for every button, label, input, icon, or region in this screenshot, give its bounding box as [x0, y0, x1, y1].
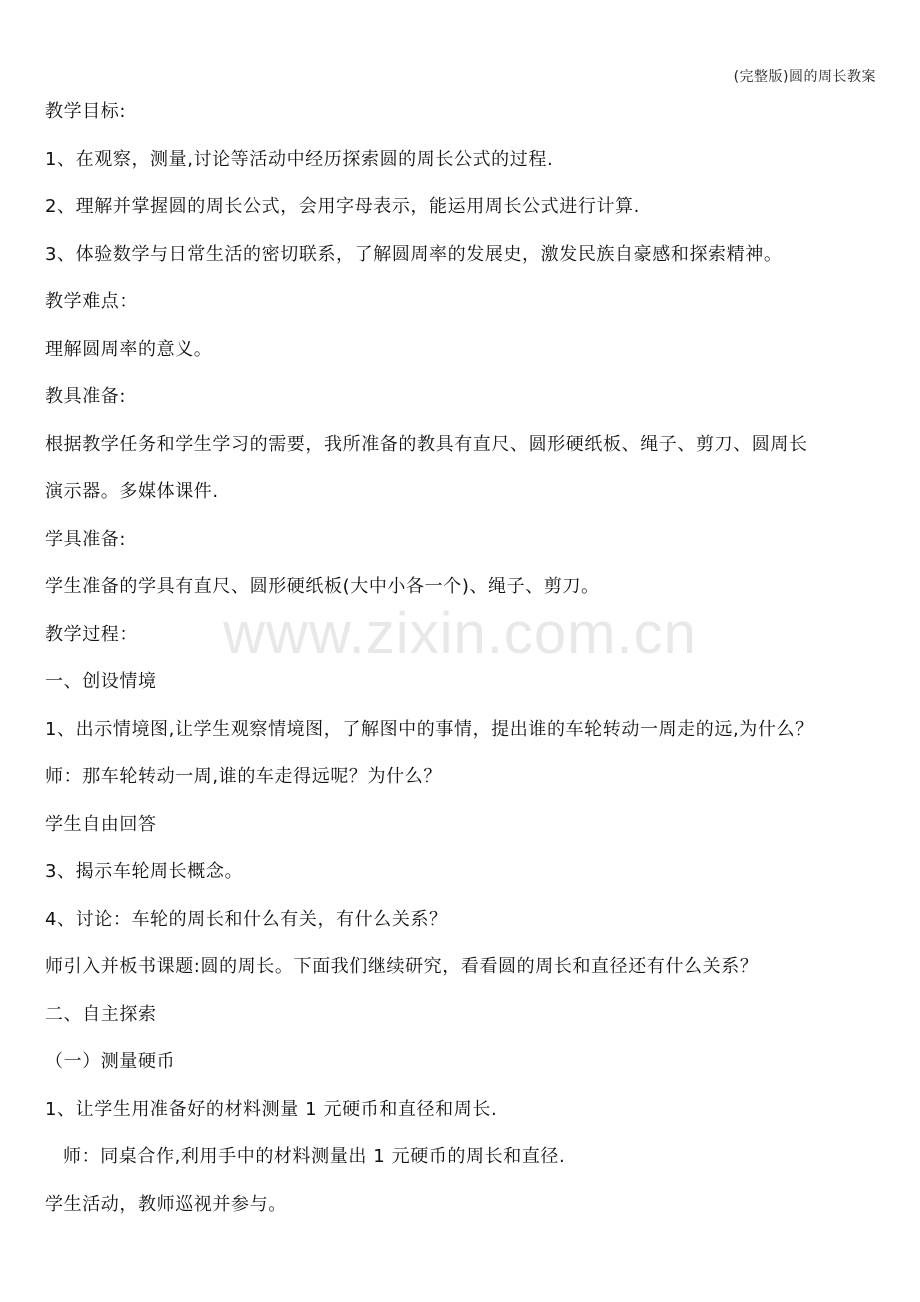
- student-tools-text: 学生准备的学具有直尺、圆形硬纸板(大中小各一个)、绳子、剪刀。: [45, 576, 600, 597]
- document-body: [45, 96, 880, 1236]
- heading-teaching-process: 教学过程：: [45, 623, 138, 645]
- student-free-answer: 学生自由回答: [45, 813, 157, 835]
- page-header: (完整版)圆的周长教案: [733, 69, 876, 85]
- student-activity: 学生活动，教师巡视并参与。: [45, 1193, 287, 1215]
- heading-teaching-goals: 教学目标:: [45, 101, 127, 122]
- subsection-measure-coin: （一）测量硬币: [45, 1051, 176, 1072]
- teacher-introduce-topic: 师引入并板书课题:圆的周长。下面我们继续研究，看看圆的周长和直径还有什么关系？: [45, 956, 759, 977]
- measure-item-1: 1、让学生用准备好的材料测量 1 元硬币和直径和周长.: [45, 1098, 498, 1120]
- goal-item-2: 2、理解并掌握圆的周长公式，会用字母表示，能运用周长公式进行计算.: [45, 196, 640, 217]
- teaching-tools-text-line-2: 演示器。多媒体课件.: [45, 481, 219, 502]
- section-heading-self-explore: 二、自主探索: [45, 1003, 157, 1025]
- teacher-question: 师：那车轮转动一周,谁的车走得远呢？为什么？: [45, 766, 442, 787]
- goal-item-3: 3、体验数学与日常生活的密切联系，了解圆周率的发展史，激发民族自豪感和探索精神。: [45, 243, 783, 265]
- heading-teaching-tools: 教具准备:: [45, 386, 127, 407]
- section-heading-create-scenario: 一、创设情境: [45, 671, 157, 692]
- difficulty-text: 理解圆周率的意义。: [45, 338, 213, 360]
- teaching-tools-text-line-1: 根据教学任务和学生学习的需要，我所准备的教具有直尺、圆形硬纸板、绳子、剪刀、圆周长: [45, 433, 808, 455]
- process-item-1: 1、出示情境图,让学生观察情境图，了解图中的事情，提出谁的车轮转动一周走的远,为什么？: [45, 718, 814, 740]
- process-item-4: 4、讨论：车轮的周长和什么有关，有什么关系？: [45, 908, 448, 930]
- teacher-instruction: 师：同桌合作,利用手中的材料测量出 1 元硬币的周长和直径.: [63, 1146, 566, 1167]
- heading-teaching-difficulty: 教学难点：: [45, 291, 138, 312]
- goal-item-1: 1、在观察，测量,讨论等活动中经历探索圆的周长公式的过程.: [45, 148, 554, 170]
- watermark: www.zixin.com.cn: [223, 601, 697, 666]
- process-item-3: 3、揭示车轮周长概念。: [45, 861, 244, 882]
- heading-student-tools: 学具准备:: [45, 528, 127, 550]
